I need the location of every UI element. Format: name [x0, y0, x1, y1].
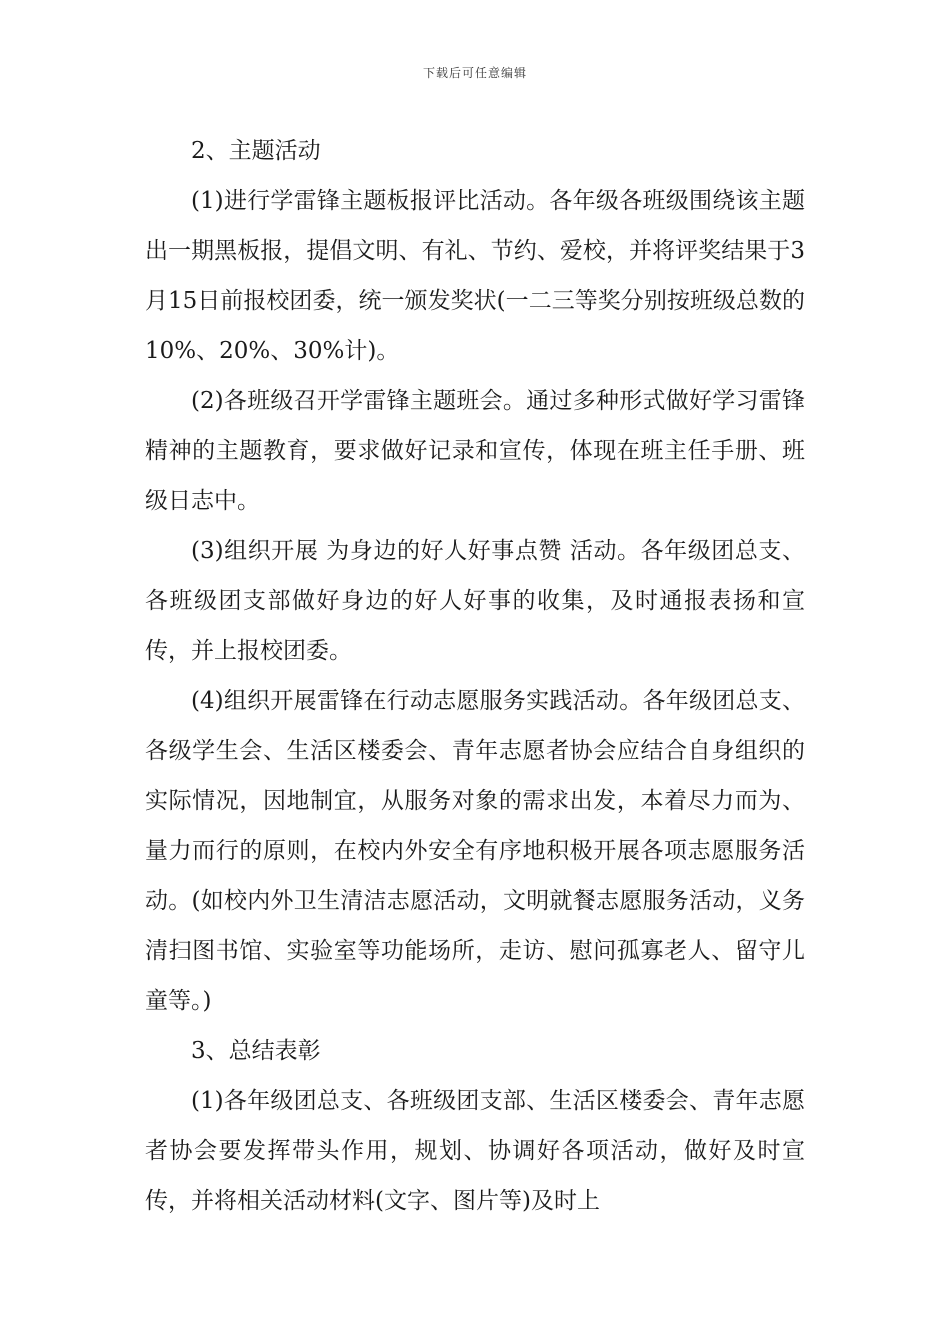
paragraph-item-3: (3)组织开展 为身边的好人好事点赞 活动。各年级团总支、各班级团支部做好身边的好人好事的收集，及时通报表扬和宣传，并上报校团委。 [145, 538, 805, 664]
document-body [145, 126, 805, 1226]
paragraph-item-1: (1)进行学雷锋主题板报评比活动。各年级各班级围绕该主题出一期黑板报，提倡文明、有礼、节约、爱校，并将评奖结果于3月15日前报校团委，统一颁发奖状(一二三等奖分别按班级总数的10%、20%、30%计)。 [145, 188, 805, 364]
section-heading-theme-activities: 2、主题活动 [191, 138, 321, 164]
paragraph-summary-item-1: (1)各年级团总支、各班级团支部、生活区楼委会、青年志愿者协会要发挥带头作用，规划、协调好各项活动，做好及时宣传，并将相关活动材料(文字、图片等)及时上 [145, 1088, 805, 1214]
paragraph-item-4: (4)组织开展雷锋在行动志愿服务实践活动。各年级团总支、各级学生会、生活区楼委会、青年志愿者协会应结合自身组织的实际情况，因地制宜，从服务对象的需求出发，本着尽力而为、量力而行的原则，在校内外安全有序地积极开展各项志愿服务活动。(如校内外卫生清洁志愿活动，文明就餐志愿服务活动，义务清扫图书馆、实验室等功能场所，走访、慰问孤寡老人、留守儿童等。) [145, 688, 805, 1014]
section-heading-summary-commendation: 3、总结表彰 [191, 1038, 321, 1064]
paragraph-item-2: (2)各班级召开学雷锋主题班会。通过多种形式做好学习雷锋精神的主题教育，要求做好记录和宣传，体现在班主任手册、班级日志中。 [145, 388, 805, 514]
page-header-note: 下载后可任意编辑 [422, 66, 527, 80]
